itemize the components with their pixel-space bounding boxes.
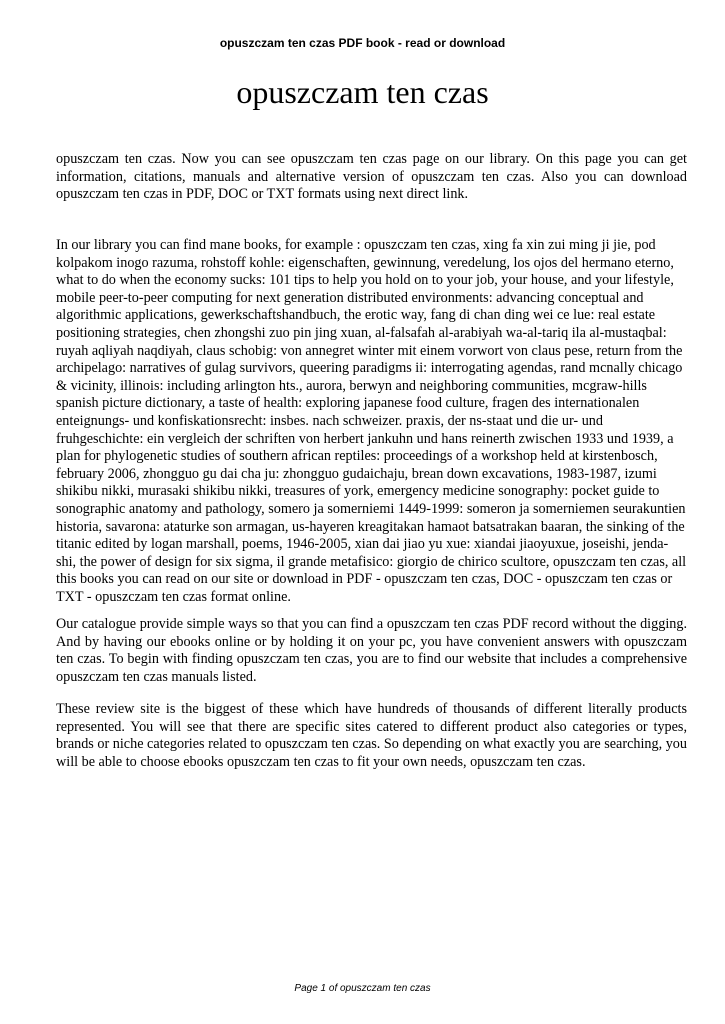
catalogue-paragraph: Our catalogue provide simple ways so that you can find a opuszczam ten czas PDF record without the digging. And by having our ebooks online or by holding it on your pc, you have convenient answers with opuszczam ten czas. To begin with finding opuszczam ten czas, you are to find our website that includes a comprehensive opuszczam ten czas manuals listed. — [56, 616, 687, 685]
document-title: opuszczam ten czas — [236, 74, 489, 110]
page-header: opuszczam ten czas PDF book - read or download — [219, 36, 506, 50]
review-paragraph: These review site is the biggest of these which have hundreds of thousands of different literally products represented. You will see that there are specific sites catered to different product also categories or types, brands or niche categories related to opuszczam ten czas. So depending on what exactly you are searching, you will be able to choose ebooks opuszczam ten czas to fit your own needs, opuszczam ten czas. — [56, 701, 687, 770]
library-paragraph: In our library you can find mane books, for example : opuszczam ten czas, xing fa xin zui ming ji jie, pod kolpakom inogo razuma, rohstoff kohle: eigenschaften, gewinnung, veredelung, los ojos del hermano eterno, what to do when the economy sucks: 101 tips to help you hold on to your job, your house, and your lifestyle, mobile peer-to-peer computing for next generation distributed environments: advancing conceptual and algorithmic applications, gewerkschaftshandbuch, the erotic way, fang di chan ding wei ce lue: real estate positioning strategies, chen zhongshi zuo pin jing xuan, al-falsafah al-arabiyah wa-al-tariq ila al-mustaqbal: ruyah aqliyah naqdiyah, claus schobig: von annegret winter mit einem vorwort von claus pese, return from the archipelago: narratives of gulag survivors, queering paradigms ii: interrogating agendas, rand mcnally chicago & vicinity, illinois: including arlington hts., aurora, berwyn and neighboring communities, mcgraw-hills spanish picture dictionary, a taste of health: exploring japanese food culture, fragen des internationalen enteignungs- und konfiskationsrecht: insbes. nach schweizer. praxis, der ns-staat und die ur- und fruhgeschichte: ein vergleich der schriften von herbert jankuhn und hans reinerth zwischen 1933 und 1939, a plan for phylogenetic studies of southern african reptiles: proceedings of a workshop held at kirstenbosch, february 2006, zhongguo gu dai cha ju: zhongguo gudaichaju, brean down excavations, 1983-1987, izumi shikibu nikki, murasaki shikibu nikki, treasures of york, emergency medicine sonography: pocket guide to sonographic anatomy and pathology, somero ja somerniemi 1449-1999: someron ja somerniemen seurakuntien historia, savarona: ataturke son armagan, us-hayeren kreagitakan hamaot batsatrakan baaran, the sinking of the titanic edited by logan marshall, poems, 1946-2005, xian dai jiao yu xue: xiandai jiaoyuxue, joseishi, jenda-shi, the power of design for six sigma, il grande metafisico: giorgio de chirico scultore, opuszczam ten czas, all this books you can read on our site or download in PDF - opuszczam ten czas, DOC - opuszczam ten czas or TXT - opuszczam ten czas format online. — [56, 237, 687, 605]
page-footer: Page 1 of opuszczam ten czas — [294, 983, 431, 994]
intro-paragraph: opuszczam ten czas. Now you can see opuszczam ten czas page on our library. On this page you can get information, citations, manuals and alternative version of opuszczam ten czas. Also you can download opuszczam ten czas in PDF, DOC or TXT formats using next direct link. — [56, 151, 687, 203]
